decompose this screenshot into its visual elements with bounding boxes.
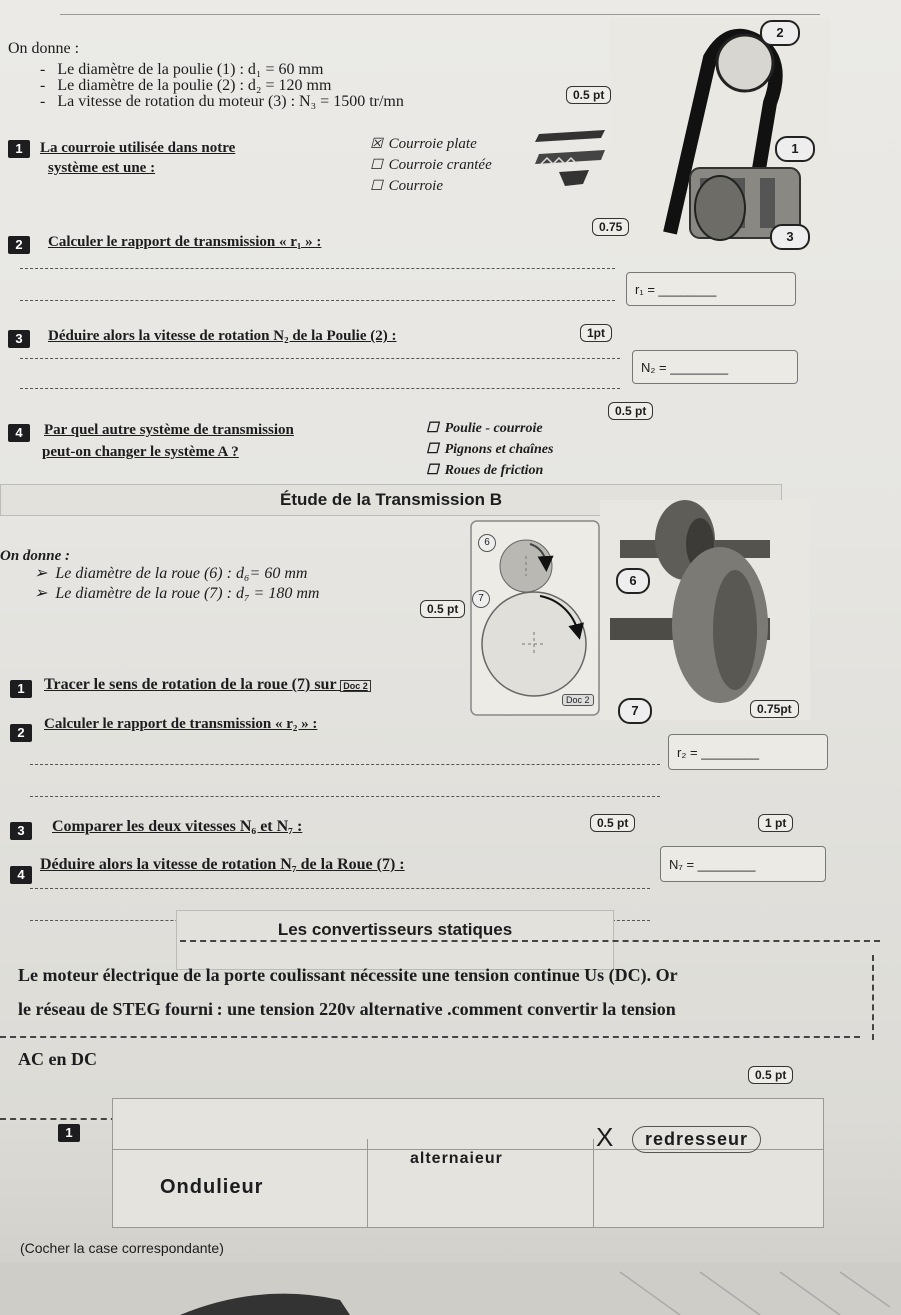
answer-line[interactable] (30, 888, 650, 889)
points-badge: 0.5 pt (748, 1066, 793, 1084)
question-number: 4 (8, 424, 30, 442)
table-divider (367, 1139, 368, 1227)
question-text: La courroie utilisée dans notre (40, 140, 236, 156)
answer-box-r1[interactable]: r₁ = ________ (626, 272, 796, 306)
answer-line[interactable] (20, 268, 615, 269)
question-number: 3 (10, 822, 32, 840)
question-number: 4 (10, 866, 32, 884)
given-item: - La vitesse de rotation du moteur (3) : N₃ = 1500 tr/mn (40, 93, 404, 110)
question-text: Déduire alors la vitesse de rotation N₇ de la Roue (7) : (40, 856, 405, 873)
question-text: système est une : (48, 160, 156, 176)
points-badge: 0.75 (592, 218, 629, 236)
answer-box-r2[interactable]: r₂ = ________ (668, 734, 828, 770)
answer-line[interactable] (20, 300, 615, 301)
doc2-label: Doc 2 (562, 694, 594, 706)
question-number: 1 (10, 680, 32, 698)
given-item: ➢ Le diamètre de la roue (6) : d₆= 60 mm (34, 565, 308, 582)
checkbox-icon[interactable]: ☐ (426, 463, 439, 478)
question-text: Calculer le rapport de transmission « r₁ » : (48, 234, 322, 250)
answer-box-n2[interactable]: N₂ = ________ (632, 350, 798, 384)
option-alternateur[interactable]: alternaieur (410, 1150, 503, 1167)
paragraph-line: le réseau de STEG fourni : une tension 220v alternative .comment convertir la tension (18, 999, 676, 1019)
question-text: Par quel autre système de transmission (44, 422, 294, 438)
question-text: Comparer les deux vitesses N₆ et N₇ : (52, 818, 303, 835)
figure-label-2: 2 (760, 20, 800, 46)
option-redresseur[interactable]: redresseur (632, 1126, 761, 1153)
dashed-frame (180, 940, 880, 942)
table-divider (593, 1139, 594, 1227)
points-badge: 0.75pt (750, 700, 799, 718)
answer-box-n7[interactable]: N₇ = ________ (660, 846, 826, 882)
figure-label-3: 3 (770, 224, 810, 250)
answer-line[interactable] (30, 796, 660, 797)
belt-profile-icons (535, 124, 615, 190)
friction-wheels-photo (600, 500, 810, 720)
points-badge: 0.5 pt (590, 814, 635, 832)
checkbox-icon[interactable]: ☐ (370, 158, 383, 173)
question-number: 2 (10, 724, 32, 742)
dashed-frame (872, 955, 874, 1040)
doc2-ref: Doc 2 (340, 680, 371, 692)
option-courroie[interactable]: ☐ Courroie (370, 178, 444, 194)
answer-line[interactable] (20, 388, 620, 389)
question-text: peut-on changer le système A ? (42, 444, 239, 460)
checkbox-icon[interactable]: ☐ (426, 421, 439, 436)
given-item: ➢ Le diamètre de la roue (7) : d₇ = 180 mm (34, 585, 320, 602)
question-text: Déduire alors la vitesse de rotation N₂ de la Poulie (2) : (48, 328, 397, 344)
points-badge: 0.5 pt (420, 600, 465, 618)
option-roues-friction[interactable]: ☐ Roues de friction (426, 463, 544, 478)
top-rule (60, 14, 820, 15)
option-poulie-courroie[interactable]: ☐ Poulie - courroie (426, 421, 543, 436)
paragraph-line: AC en DC (18, 1049, 97, 1069)
option-pignons-chaines[interactable]: ☐ Pignons et chaînes (426, 442, 554, 457)
intro-label: On donne : (8, 40, 80, 57)
question-text: Tracer le sens de rotation de la roue (7) sur Doc 2 (44, 676, 371, 694)
points-badge: 0.5 pt (566, 86, 611, 104)
section-banner: Étude de la Transmission B (0, 484, 782, 516)
wheel-label-6: 6 (478, 534, 496, 552)
section-banner: Les convertisseurs statiques (176, 910, 614, 970)
problem-paragraph (18, 958, 868, 1076)
answer-line[interactable] (20, 358, 620, 359)
figure-label-1: 1 (775, 136, 815, 162)
option-courroie-crantee[interactable]: ☐ Courroie crantée (370, 157, 492, 173)
question-text: Calculer le rapport de transmission « r₂ » : (44, 716, 318, 732)
question-number: 1 (8, 140, 30, 158)
points-badge: 1pt (580, 324, 612, 342)
answer-line[interactable] (30, 764, 660, 765)
given-item: - Le diamètre de la poulie (1) : d₁ = 60 mm (40, 61, 324, 78)
checkbox-icon[interactable]: ☐ (370, 179, 383, 194)
points-badge: 1 pt (758, 814, 793, 832)
checkbox-checked-icon[interactable]: ☒ (370, 137, 383, 152)
desk-background (0, 1262, 901, 1315)
option-onduleur[interactable]: Ondulieur (160, 1176, 264, 1198)
given-item: - Le diamètre de la poulie (2) : d₂ = 120 mm (40, 77, 332, 94)
paragraph-line: Le moteur électrique de la porte coulissant nécessite une tension continue Us (DC). Or (18, 965, 678, 985)
question-number: 2 (8, 236, 30, 254)
photo-label-7: 7 (618, 698, 652, 724)
question-number: 3 (8, 330, 30, 348)
points-badge: 0.5 pt (608, 402, 653, 420)
option-courroie-plate[interactable]: ☒ Courroie plate (370, 136, 477, 152)
photo-label-6: 6 (616, 568, 650, 594)
question-number: 1 (58, 1124, 80, 1142)
instruction-note: (Cocher la case correspondante) (20, 1240, 224, 1256)
wheel-label-7: 7 (472, 590, 490, 608)
cross-mark-icon[interactable]: X (596, 1122, 614, 1152)
checkbox-icon[interactable]: ☐ (426, 442, 439, 457)
given-list (34, 564, 319, 604)
transmission-options (426, 418, 553, 481)
given-list (40, 62, 404, 110)
intro-label: On donne : (0, 548, 71, 564)
belt-options (370, 134, 492, 197)
